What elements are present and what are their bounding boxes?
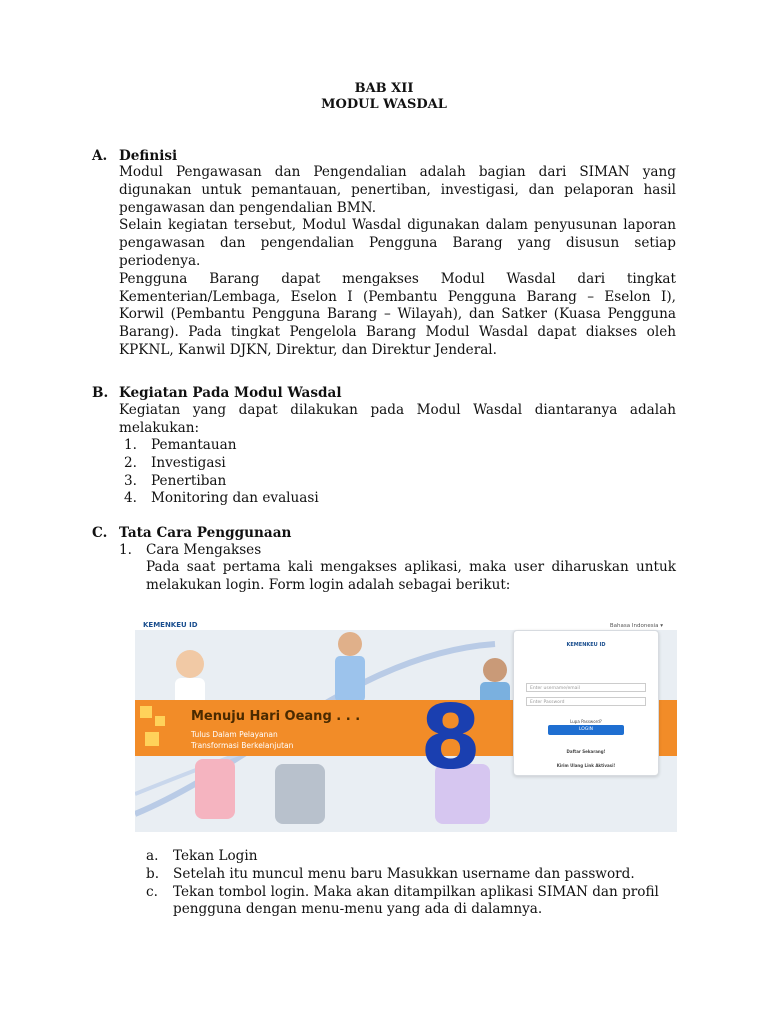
login-logo: KEMENKEU ID bbox=[566, 642, 606, 648]
list-number: 1. bbox=[124, 437, 137, 453]
list-letter: a. bbox=[146, 848, 159, 864]
login-steps bbox=[146, 848, 676, 919]
subsection-number: 1. bbox=[119, 542, 132, 558]
list-text: Tekan Login bbox=[173, 848, 258, 864]
section-number: C. bbox=[92, 525, 108, 541]
login-form bbox=[513, 630, 659, 776]
language-selector[interactable]: Bahasa Indonesia ▾ bbox=[609, 623, 663, 629]
big-number-glyph: 8 bbox=[420, 686, 482, 789]
subsection-heading bbox=[119, 542, 676, 560]
section-b-heading bbox=[92, 385, 341, 403]
list-text: Investigasi bbox=[151, 454, 226, 471]
top-bar bbox=[135, 614, 677, 630]
paragraph: Kegiatan yang dapat dilakukan pada Modul Wasdal diantaranya adalah melakukan: bbox=[119, 402, 676, 436]
list-item bbox=[124, 437, 681, 455]
list-text: Pemantauan bbox=[151, 437, 237, 453]
section-b-intro bbox=[119, 402, 676, 438]
list-text: Tekan tombol login. Maka akan ditampilkan aplikasi SIMAN dan profil pengguna dengan menu-menu yang ada di dalamnya. bbox=[173, 883, 659, 918]
section-number: B. bbox=[92, 385, 109, 401]
paragraph: Modul Pengawasan dan Pengendalian adalah bagian dari SIMAN yang digunakan untuk pemantauan, penertiban, investigasi, dan pelaporan hasil pengawasan dan pengendalian BMN. bbox=[119, 164, 676, 216]
section-c-heading bbox=[92, 525, 291, 543]
resend-activation-link[interactable]: Kirim Ulang Link Aktivasi! bbox=[556, 763, 616, 768]
banner-title: Menuju Hari Oeang . . . bbox=[191, 709, 361, 724]
paragraph: Pengguna Barang dapat mengakses Modul Wasdal dari tingkat Kementerian/Lembaga, Eselon I (Pembantu Pengguna Barang – Eselon I), Korwil (Pembantu Pengguna Barang – Wilayah), dan Satker (Kuasa Pengguna Barang). Pada tingkat Pengelola Barang Modul Wasdal dapat diakses oleh KPKNL, Kanwil DJKN, Direktur, dan Direktur Jenderal. bbox=[119, 270, 676, 358]
password-field[interactable]: Enter Password bbox=[526, 697, 646, 706]
list-text: Setelah itu muncul menu baru Masukkan username dan password. bbox=[173, 865, 635, 882]
list-letter: b. bbox=[146, 865, 160, 882]
register-link[interactable]: Daftar Sekarang! bbox=[566, 749, 606, 754]
banner-subtitle: Tulus Dalam Pelayanan bbox=[191, 730, 278, 739]
username-field[interactable]: Enter username/email bbox=[526, 683, 646, 692]
section-title: Definisi bbox=[119, 148, 178, 164]
activity-list bbox=[124, 437, 681, 508]
list-number: 4. bbox=[124, 490, 137, 507]
login-button[interactable]: LOGIN bbox=[548, 725, 624, 735]
list-letter: c. bbox=[146, 883, 158, 900]
list-number: 2. bbox=[124, 454, 137, 471]
list-item bbox=[146, 884, 676, 920]
kemenkeu-logo: KEMENKEU ID bbox=[143, 621, 198, 629]
forgot-password-link[interactable]: Lupa Password? bbox=[570, 719, 602, 724]
login-screenshot bbox=[135, 614, 677, 832]
paragraph: Selain kegiatan tersebut, Modul Wasdal digunakan dalam penyusunan laporan pengawasan dan pengendalian Pengguna Barang yang disusun setiap periodenya. bbox=[119, 217, 676, 269]
list-item bbox=[146, 848, 676, 866]
banner-subtitle: Transformasi Berkelanjutan bbox=[191, 741, 294, 750]
list-item bbox=[124, 473, 681, 491]
subsection-title: Cara Mengakses bbox=[146, 542, 262, 558]
list-item bbox=[124, 490, 681, 508]
chapter-title: BAB XII bbox=[354, 81, 414, 96]
module-title: MODUL WASDAL bbox=[321, 97, 447, 112]
list-item bbox=[146, 866, 676, 884]
section-number: A. bbox=[92, 148, 108, 164]
list-text: Monitoring dan evaluasi bbox=[151, 490, 319, 507]
section-a-body bbox=[119, 164, 676, 360]
list-number: 3. bbox=[124, 472, 137, 489]
subsection-body: Pada saat pertama kali mengakses aplikasi, maka user diharuskan untuk melakukan login. Form login adalah sebagai berikut: bbox=[146, 559, 676, 593]
section-title: Tata Cara Penggunaan bbox=[119, 525, 292, 541]
list-item bbox=[124, 455, 681, 473]
list-text: Penertiban bbox=[151, 472, 227, 489]
section-title: Kegiatan Pada Modul Wasdal bbox=[119, 385, 342, 401]
